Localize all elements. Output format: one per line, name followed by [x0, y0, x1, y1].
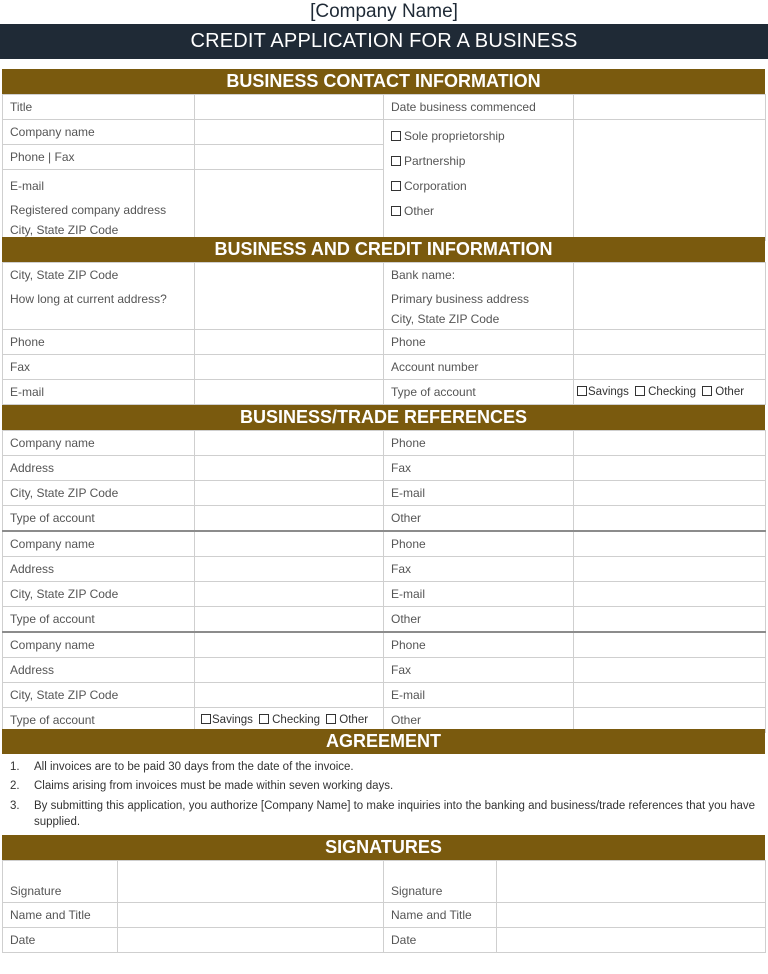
title-field[interactable]	[195, 95, 384, 120]
ref1-account-type-field[interactable]	[195, 506, 384, 532]
section-header-trade: BUSINESS/TRADE REFERENCES	[2, 405, 765, 430]
ref1-fax-label: Fax	[384, 456, 574, 481]
ref2-email-label: E-mail	[384, 582, 574, 607]
agreement-list	[10, 758, 760, 830]
bank-phone-label: Phone	[384, 330, 574, 355]
checkbox-icon[interactable]	[326, 714, 336, 724]
email-label: E-mail	[10, 179, 45, 193]
ref1-email-label: E-mail	[384, 481, 574, 506]
trade-references-table	[2, 430, 766, 733]
ref3-address-label: Address	[3, 658, 195, 683]
ref3-fax-label: Fax	[384, 658, 574, 683]
phone-field[interactable]	[195, 330, 384, 355]
ref2-city-field[interactable]	[195, 582, 384, 607]
phone-fax-label: Phone | Fax	[3, 145, 195, 170]
checkbox-icon[interactable]	[635, 386, 645, 396]
bank-name-label: Bank name:	[391, 268, 456, 282]
ref1-address-label: Address	[3, 456, 195, 481]
name-title-label-right: Name and Title	[384, 903, 497, 928]
business-type-field[interactable]	[574, 120, 766, 241]
account-number-label: Account number	[384, 355, 574, 380]
ref2-phone-field[interactable]	[574, 531, 766, 557]
name-title-label-left: Name and Title	[3, 903, 118, 928]
ref1-other-field[interactable]	[574, 506, 766, 532]
ref1-company-field[interactable]	[195, 431, 384, 456]
ref1-city-label: City, State ZIP Code	[3, 481, 195, 506]
checkbox-icon[interactable]	[702, 386, 712, 396]
date-label-right: Date	[384, 928, 497, 953]
ref2-company-label: Company name	[3, 531, 195, 557]
bank-field[interactable]	[574, 263, 766, 330]
phone-fax-field[interactable]	[195, 145, 384, 170]
option-corporation[interactable]: Corporation	[391, 176, 566, 196]
contact-table	[2, 94, 766, 241]
account-type-options: Savings Checking Other	[574, 380, 766, 405]
agreement-item: 2. Claims arising from invoices must be made within seven working days.	[10, 780, 394, 792]
ref3-fax-field[interactable]	[574, 658, 766, 683]
name-title-field-right[interactable]	[497, 903, 766, 928]
type-of-account-label: Type of account	[384, 380, 574, 405]
fax-field[interactable]	[195, 355, 384, 380]
registered-address-label: Registered company address	[10, 203, 167, 217]
ref2-fax-label: Fax	[384, 557, 574, 582]
how-long-label: How long at current address?	[10, 292, 167, 306]
ref3-email-label: E-mail	[384, 683, 574, 708]
ref1-phone-field[interactable]	[574, 431, 766, 456]
ref3-city-label: City, State ZIP Code	[3, 683, 195, 708]
ref2-address-label: Address	[3, 557, 195, 582]
company-name-header	[0, 0, 768, 24]
agreement-item: 1. All invoices are to be paid 30 days from the date of the invoice.	[10, 761, 354, 773]
section-header-contact: BUSINESS CONTACT INFORMATION	[2, 69, 765, 94]
ref2-other-field[interactable]	[574, 607, 766, 633]
ref2-address-field[interactable]	[195, 557, 384, 582]
ref2-account-type-label: Type of account	[3, 607, 195, 633]
ref2-phone-label: Phone	[384, 531, 574, 557]
signature-label-right: Signature	[384, 861, 497, 903]
ref1-company-label: Company name	[3, 431, 195, 456]
signature-field-left[interactable]	[118, 861, 384, 903]
ref3-phone-field[interactable]	[574, 632, 766, 658]
checkbox-icon[interactable]	[201, 714, 211, 724]
checkbox-icon[interactable]	[391, 131, 401, 141]
company-name-field[interactable]	[195, 120, 384, 145]
signature-label-left: Signature	[3, 861, 118, 903]
agreement-item: 3. By submitting this application, you authorize [Company Name] to make inquiries into the banking and business/trade references that you have supplied.	[10, 800, 756, 828]
primary-address-label: Primary business address	[391, 292, 530, 306]
ref3-company-field[interactable]	[195, 632, 384, 658]
ref2-account-type-field[interactable]	[195, 607, 384, 633]
account-number-field[interactable]	[574, 355, 766, 380]
bank-city-state-zip-label: City, State ZIP Code	[391, 312, 500, 326]
name-title-field-left[interactable]	[118, 903, 384, 928]
fax-label: Fax	[3, 355, 195, 380]
ref1-account-type-label: Type of account	[3, 506, 195, 532]
signatures-table	[2, 860, 766, 953]
ref1-city-field[interactable]	[195, 481, 384, 506]
ref3-account-type-options: Savings Checking Other	[195, 708, 384, 733]
ref1-phone-label: Phone	[384, 431, 574, 456]
section-header-credit: BUSINESS AND CREDIT INFORMATION	[2, 237, 765, 262]
address-duration-labels	[3, 263, 195, 330]
company-name-label: Company name	[3, 120, 195, 145]
ref3-account-type-label: Type of account	[3, 708, 195, 733]
credit-table	[2, 262, 766, 405]
option-other[interactable]: Other	[391, 201, 566, 221]
title-label: Title	[3, 95, 195, 120]
checkbox-icon[interactable]	[391, 156, 401, 166]
ref1-email-field[interactable]	[574, 481, 766, 506]
ref2-other-label: Other	[384, 607, 574, 633]
phone-label: Phone	[3, 330, 195, 355]
ref2-company-field[interactable]	[195, 531, 384, 557]
ref3-other-label: Other	[384, 708, 574, 733]
address-duration-field[interactable]	[195, 263, 384, 330]
email-field[interactable]	[195, 380, 384, 405]
checkbox-icon[interactable]	[259, 714, 269, 724]
signature-field-right[interactable]	[497, 861, 766, 903]
ref1-other-label: Other	[384, 506, 574, 532]
ref3-address-field[interactable]	[195, 658, 384, 683]
city-state-zip-label: City, State ZIP Code	[10, 223, 119, 237]
ref2-fax-field[interactable]	[574, 557, 766, 582]
ref1-fax-field[interactable]	[574, 456, 766, 481]
date-commenced-field[interactable]	[574, 95, 766, 120]
ref3-email-field[interactable]	[574, 683, 766, 708]
ref3-company-label: Company name	[3, 632, 195, 658]
email-label: E-mail	[3, 380, 195, 405]
ref1-address-field[interactable]	[195, 456, 384, 481]
business-type-options	[384, 120, 574, 241]
checkbox-icon[interactable]	[391, 206, 401, 216]
date-label-left: Date	[3, 928, 118, 953]
section-header-signatures: SIGNATURES	[2, 835, 765, 860]
bank-phone-field[interactable]	[574, 330, 766, 355]
ref3-city-field[interactable]	[195, 683, 384, 708]
form-title: CREDIT APPLICATION FOR A BUSINESS	[0, 24, 768, 59]
section-header-agreement: AGREEMENT	[2, 729, 765, 754]
option-sole-proprietorship[interactable]: Sole proprietorship	[391, 126, 566, 146]
ref3-phone-label: Phone	[384, 632, 574, 658]
option-partnership[interactable]: Partnership	[391, 151, 566, 171]
bank-labels	[384, 263, 574, 330]
checkbox-icon[interactable]	[577, 386, 587, 396]
date-field-right[interactable]	[497, 928, 766, 953]
city-state-zip-label: City, State ZIP Code	[10, 268, 119, 282]
date-commenced-label: Date business commenced	[384, 95, 574, 120]
date-field-left[interactable]	[118, 928, 384, 953]
email-address-labels	[3, 170, 195, 241]
checkbox-icon[interactable]	[391, 181, 401, 191]
ref2-city-label: City, State ZIP Code	[3, 582, 195, 607]
company-name-text: [Company Name]	[310, 1, 458, 22]
ref2-email-field[interactable]	[574, 582, 766, 607]
email-address-field[interactable]	[195, 170, 384, 241]
